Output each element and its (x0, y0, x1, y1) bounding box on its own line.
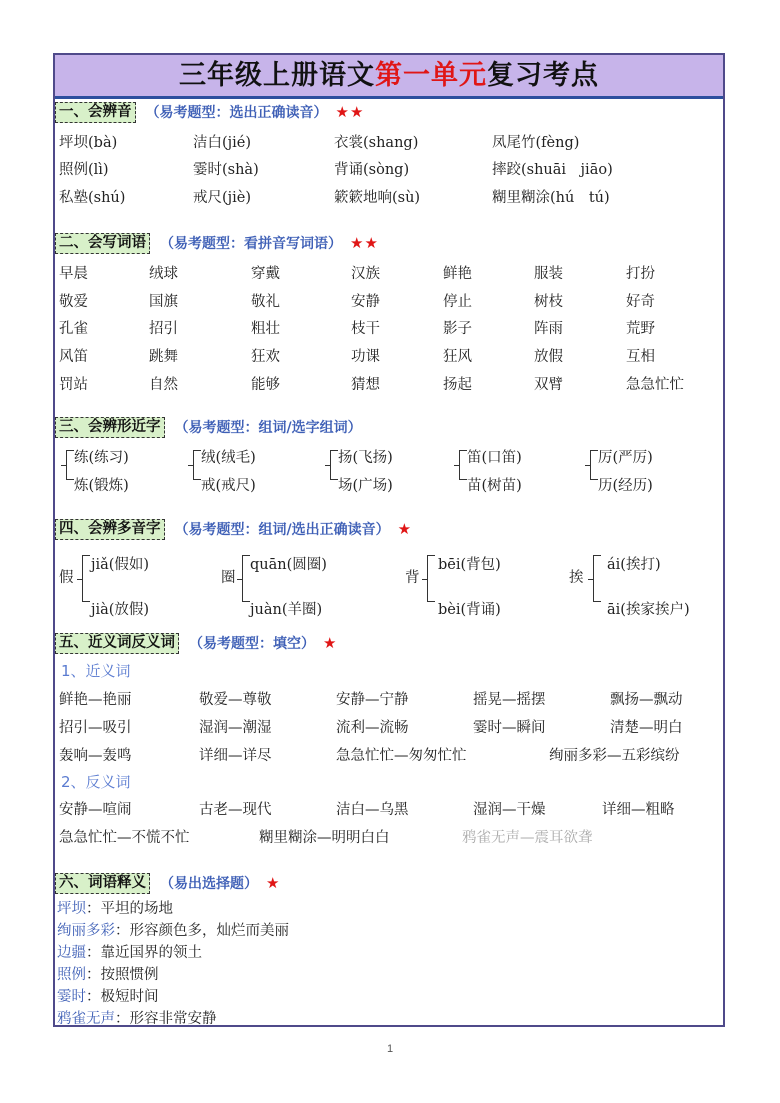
word-item: 能够 (251, 377, 280, 393)
brace-icon (193, 450, 201, 480)
word-item: 厉(严厉) (598, 450, 653, 466)
word-item: 炼(锻炼) (74, 478, 129, 494)
word-item: 摇晃—摇摆 (473, 692, 546, 708)
word-item: 扬起 (443, 377, 472, 393)
word-item: 私塾(shú) (59, 190, 126, 206)
title-divider (55, 96, 723, 99)
word-item: 安静 (351, 294, 380, 310)
section-header-similar-chars (55, 416, 362, 438)
section-header-polyphones (55, 518, 412, 540)
word-item: 汉族 (351, 266, 380, 282)
section-hint: （易考题型：组词/选出正确读音） (174, 522, 390, 538)
word-item: 背诵(sòng) (334, 162, 410, 178)
word-item: 服装 (534, 266, 563, 282)
word-item: 飘扬—飘动 (610, 692, 683, 708)
word-item: 详细—粗略 (602, 802, 675, 818)
brace-icon (459, 450, 467, 480)
polyphone-readings (250, 543, 327, 633)
subheading-synonyms: 1、近义词 (61, 662, 131, 680)
word-item: 糊里糊涂(hú tú) (492, 190, 610, 206)
section-hint: （易考题型：看拼音写词语） (160, 236, 342, 252)
word-item: quān(圆圈) (250, 557, 327, 573)
definition-item (57, 897, 173, 918)
word-item: 古老—现代 (199, 802, 272, 818)
word-item: 敬爱—尊敬 (199, 692, 272, 708)
word-item: 好奇 (626, 294, 655, 310)
definition-item (57, 963, 159, 984)
section-label: 三、会辨形近字 (55, 417, 165, 438)
definition-text: ：形容颜色多，灿烂而美丽 (115, 923, 289, 939)
word-item: 场(广场) (338, 478, 393, 494)
definition-term: 绚丽多彩 (57, 923, 115, 939)
definition-term: 边疆 (57, 945, 86, 961)
word-item: 早晨 (59, 266, 88, 282)
word-item: 狂欢 (251, 349, 280, 365)
word-item: 轰响—轰鸣 (59, 748, 132, 764)
section-label: 二、会写词语 (55, 233, 150, 254)
word-item: 阵雨 (534, 321, 563, 337)
page-number: 1 (386, 1043, 394, 1055)
char-pair (338, 444, 393, 500)
definition-item (57, 985, 159, 1006)
word-item: 鲜艳 (443, 266, 472, 282)
title-segment: 第一单元 (375, 60, 487, 91)
polyphone-readings (91, 543, 149, 633)
word-item: 湿润—干燥 (473, 802, 546, 818)
word-item: 互相 (626, 349, 655, 365)
definition-term: 坪坝 (57, 901, 86, 917)
definition-text: ：极短时间 (86, 989, 159, 1005)
worksheet-frame (53, 53, 725, 1027)
section-label: 一、会辨音 (55, 102, 136, 123)
word-item: 罚站 (59, 377, 88, 393)
brace-icon (82, 555, 90, 602)
polyphone-readings (607, 543, 690, 633)
star-icon: ★ (266, 874, 281, 892)
definition-term: 照例 (57, 967, 86, 983)
section-label: 五、近义词反义词 (55, 633, 179, 654)
word-item: 绒球 (149, 266, 178, 282)
polyphone-char: 挨 (569, 570, 584, 586)
definition-term: 霎时 (57, 989, 86, 1005)
word-item: 敬礼 (251, 294, 280, 310)
word-item: 簌簌地响(sù) (334, 190, 421, 206)
star-icon: ★ (397, 520, 413, 538)
word-item: 粗壮 (251, 321, 280, 337)
word-item: 绒(绒毛) (201, 450, 256, 466)
word-item: 跳舞 (149, 349, 178, 365)
word-item: 停止 (443, 294, 472, 310)
word-item: 糊里糊涂—明明白白 (259, 830, 390, 846)
word-item: 招引 (149, 321, 178, 337)
subheading-antonyms: 2、反义词 (61, 773, 131, 791)
word-item: āi(挨家挨户) (607, 602, 690, 618)
word-item: 洁白(jié) (193, 135, 252, 151)
word-item: jià(放假) (91, 602, 150, 618)
definition-item (57, 1007, 217, 1028)
word-item: 戒尺(jiè) (193, 190, 252, 206)
word-item: 凤尾竹(fèng) (492, 135, 580, 151)
word-item: 安静—喧闹 (59, 802, 132, 818)
word-item: jiǎ(假如) (91, 557, 150, 573)
word-item: 摔跤(shuāi jiāo) (492, 162, 613, 178)
word-item: 狂风 (443, 349, 472, 365)
char-pair (74, 444, 129, 500)
word-item: 霎时—瞬间 (473, 720, 546, 736)
word-item: 历(经历) (598, 478, 653, 494)
word-item: 苗(树苗) (467, 478, 522, 494)
word-item: 国旗 (149, 294, 178, 310)
title-segment: 复习考点 (487, 60, 599, 91)
brace-icon (590, 450, 598, 480)
word-item: 洁白—乌黑 (336, 802, 409, 818)
word-item: 安静—宁静 (336, 692, 409, 708)
brace-icon (427, 555, 435, 602)
section-hint: （易考题型：组词/选字组词） (174, 420, 362, 436)
word-item: 猜想 (351, 377, 380, 393)
word-item: 霎时(shà) (193, 162, 259, 178)
polyphone-readings (438, 543, 501, 633)
section-header-pronunciation (55, 101, 364, 123)
section-label: 四、会辨多音字 (55, 519, 165, 540)
star-icon: ★★ (350, 234, 379, 252)
word-item: 详细—详尽 (199, 748, 272, 764)
word-item: 孔雀 (59, 321, 88, 337)
word-item: bēi(背包) (438, 557, 501, 573)
word-item: 枝干 (351, 321, 380, 337)
word-item: 急急忙忙—不慌不忙 (59, 830, 190, 846)
word-item: 坪坝(bà) (59, 135, 118, 151)
definition-text: ：形容非常安静 (115, 1011, 217, 1027)
section-header-writing (55, 232, 379, 254)
word-item: 招引—吸引 (59, 720, 132, 736)
word-item: 放假 (534, 349, 563, 365)
word-item: 衣裳(shang) (334, 135, 419, 151)
word-item: 自然 (149, 377, 178, 393)
word-item: 流利—流畅 (336, 720, 409, 736)
star-icon: ★ (323, 634, 338, 652)
title-segment: 三年级上册语文 (179, 60, 375, 91)
char-pair (201, 444, 256, 500)
brace-icon (330, 450, 338, 480)
section-hint: （易考题型：选出正确读音） (145, 105, 328, 121)
char-pair (467, 444, 522, 500)
word-item: 绚丽多彩—五彩缤纷 (549, 748, 680, 764)
word-item: 照例(lì) (59, 162, 109, 178)
definition-text: ：按照惯例 (86, 967, 159, 983)
word-item: 笛(口笛) (467, 450, 522, 466)
word-item: 敬爱 (59, 294, 88, 310)
brace-icon (593, 555, 601, 602)
definition-item (57, 919, 289, 940)
word-item: 双臂 (534, 377, 563, 393)
word-item: bèi(背诵) (438, 602, 501, 618)
word-item: 扬(飞扬) (338, 450, 393, 466)
star-icon: ★★ (335, 103, 365, 121)
word-item: ái(挨打) (607, 557, 661, 573)
section-header-definitions (55, 872, 280, 894)
brace-icon (66, 450, 74, 480)
word-item: 打扮 (626, 266, 655, 282)
word-item: 鸦雀无声—震耳欲聋 (462, 830, 593, 846)
char-pair (598, 444, 653, 500)
brace-icon (242, 555, 250, 602)
word-item: 鲜艳—艳丽 (59, 692, 132, 708)
word-item: 急急忙忙—匆匆忙忙 (336, 748, 467, 764)
word-item: 功课 (351, 349, 380, 365)
definition-text: ：靠近国界的领土 (86, 945, 202, 961)
word-item: 练(练习) (74, 450, 129, 466)
word-item: 穿戴 (251, 266, 280, 282)
word-item: 树枝 (534, 294, 563, 310)
section-hint: （易考题型：填空） (189, 636, 315, 652)
word-item: juàn(羊圈) (250, 602, 323, 618)
definition-item (57, 941, 202, 962)
section-header-synonyms-antonyms (55, 632, 337, 654)
word-item: 湿润—潮湿 (199, 720, 272, 736)
word-item: 急急忙忙 (626, 377, 684, 393)
page-title (55, 55, 723, 96)
word-item: 荒野 (626, 321, 655, 337)
definition-text: ：平坦的场地 (86, 901, 173, 917)
word-item: 清楚—明白 (610, 720, 683, 736)
section-label: 六、词语释义 (55, 873, 150, 894)
word-item: 戒(戒尺) (201, 478, 256, 494)
section-hint: （易出选择题） (160, 876, 258, 892)
word-item: 风笛 (59, 349, 88, 365)
definition-term: 鸦雀无声 (57, 1011, 115, 1027)
polyphone-char: 背 (405, 570, 420, 586)
polyphone-char: 假 (59, 570, 74, 586)
polyphone-char: 圈 (221, 570, 236, 586)
word-item: 影子 (443, 321, 472, 337)
